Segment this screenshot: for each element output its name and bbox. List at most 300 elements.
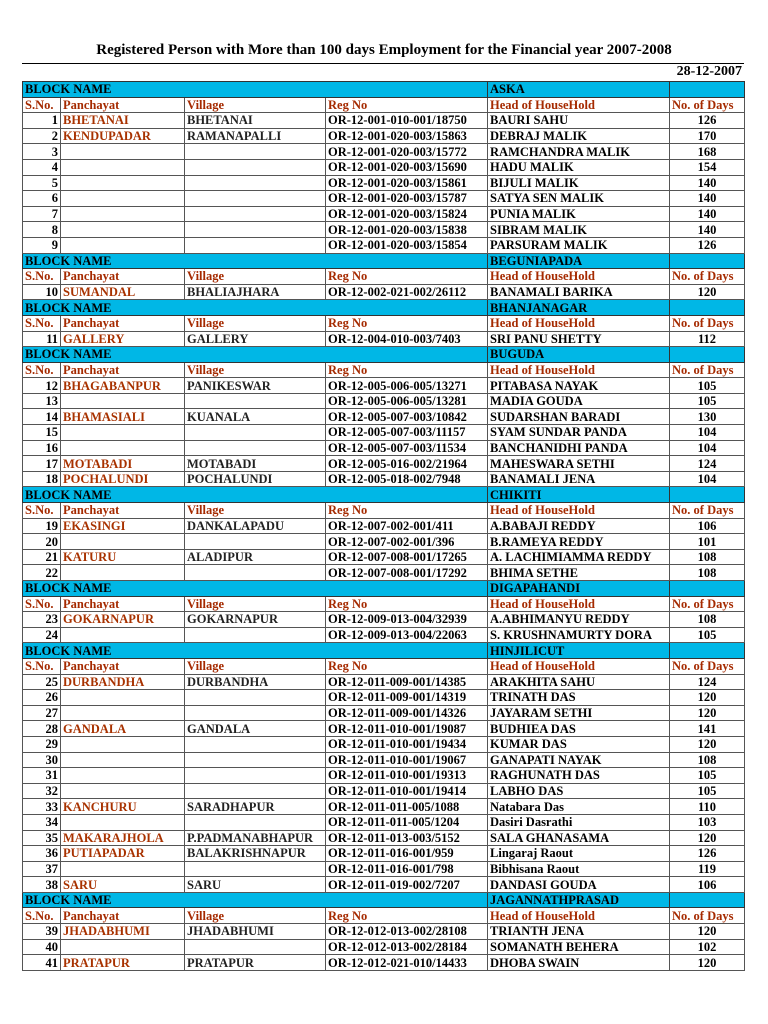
cell-sno: 25 [23,674,61,690]
column-header-reg: Reg No [326,596,488,612]
cell-head: DHOBA SWAIN [488,955,670,971]
cell-reg: OR-12-011-009-001/14385 [326,674,488,690]
block-name: HINJILICUT [488,643,670,659]
cell-reg: OR-12-011-011-005/1204 [326,814,488,830]
cell-sno: 40 [23,939,61,955]
cell-reg: OR-12-007-008-001/17292 [326,565,488,581]
cell-vil: DANKALAPADU [185,518,326,534]
column-header-vil: Village [185,596,326,612]
column-header-reg: Reg No [326,503,488,519]
cell-days: 141 [670,721,745,737]
cell-sno: 21 [23,549,61,565]
cell-sno: 30 [23,752,61,768]
cell-pan [61,393,185,409]
cell-pan [61,939,185,955]
column-header-sno: S.No. [23,269,61,285]
column-header-reg: Reg No [326,97,488,113]
column-header-days: No. of Days [670,362,745,378]
cell-sno: 20 [23,534,61,550]
cell-sno: 28 [23,721,61,737]
cell-sno: 7 [23,206,61,222]
cell-vil: SARADHAPUR [185,799,326,815]
cell-head: GANAPATI NAYAK [488,752,670,768]
column-header-pan: Panchayat [61,908,185,924]
table-row [23,175,745,191]
column-header-head: Head of HouseHold [488,97,670,113]
block-name-row [23,82,745,98]
column-header-vil: Village [185,658,326,674]
cell-head: JAYARAM SETHI [488,705,670,721]
block-name: JAGANNATHPRASAD [488,892,670,908]
cell-head: MADIA GOUDA [488,393,670,409]
cell-head: RAGHUNATH DAS [488,768,670,784]
cell-days: 108 [670,752,745,768]
table-row [23,690,745,706]
table-row [23,752,745,768]
cell-days: 110 [670,799,745,815]
cell-sno: 19 [23,518,61,534]
cell-vil: BHETANAI [185,113,326,129]
column-header-head: Head of HouseHold [488,596,670,612]
block-blank [670,347,745,363]
block-name: BUGUDA [488,347,670,363]
cell-reg: OR-12-009-013-004/22063 [326,627,488,643]
cell-vil [185,175,326,191]
cell-vil [185,690,326,706]
cell-sno: 13 [23,393,61,409]
cell-head: SIBRAM MALIK [488,222,670,238]
block-label: BLOCK NAME [23,581,488,597]
column-header-sno: S.No. [23,97,61,113]
column-header-days: No. of Days [670,596,745,612]
cell-sno: 23 [23,612,61,628]
cell-vil [185,237,326,253]
cell-days: 104 [670,471,745,487]
cell-reg: OR-12-011-019-002/7207 [326,877,488,893]
column-header-reg: Reg No [326,908,488,924]
cell-pan: BHAGABANPUR [61,378,185,394]
cell-reg: OR-12-011-016-001/798 [326,861,488,877]
cell-head: SALA GHANASAMA [488,830,670,846]
column-header-head: Head of HouseHold [488,503,670,519]
cell-vil: POCHALUNDI [185,471,326,487]
cell-vil [185,768,326,784]
cell-days: 140 [670,175,745,191]
cell-head: Natabara Das [488,799,670,815]
table-row [23,814,745,830]
column-header-head: Head of HouseHold [488,658,670,674]
block-label: BLOCK NAME [23,643,488,659]
table-row [23,440,745,456]
report-date: 28-12-2007 [676,64,742,79]
block-name-row [23,487,745,503]
block-label: BLOCK NAME [23,253,488,269]
cell-vil: KUANALA [185,409,326,425]
column-header-vil: Village [185,269,326,285]
column-header-head: Head of HouseHold [488,315,670,331]
cell-sno: 3 [23,144,61,160]
cell-pan [61,175,185,191]
cell-reg: OR-12-005-007-003/11157 [326,425,488,441]
cell-reg: OR-12-005-006-005/13271 [326,378,488,394]
cell-pan [61,814,185,830]
cell-days: 120 [670,705,745,721]
cell-reg: OR-12-007-008-001/17265 [326,549,488,565]
cell-days: 120 [670,736,745,752]
cell-sno: 5 [23,175,61,191]
cell-sno: 1 [23,113,61,129]
table-row [23,768,745,784]
block-name-row [23,253,745,269]
cell-pan: KANCHURU [61,799,185,815]
cell-days: 102 [670,939,745,955]
cell-pan [61,565,185,581]
cell-vil: P.PADMANABHAPUR [185,830,326,846]
cell-days: 105 [670,627,745,643]
cell-sno: 35 [23,830,61,846]
table-row [23,144,745,160]
column-header-pan: Panchayat [61,596,185,612]
cell-vil: PANIKESWAR [185,378,326,394]
header-row [23,503,745,519]
cell-head: A. LACHIMIAMMA REDDY [488,549,670,565]
cell-reg: OR-12-012-013-002/28108 [326,924,488,940]
cell-vil [185,440,326,456]
cell-vil [185,783,326,799]
header-row [23,362,745,378]
column-header-vil: Village [185,362,326,378]
cell-sno: 36 [23,846,61,862]
column-header-pan: Panchayat [61,315,185,331]
block-name-row [23,892,745,908]
table-row [23,861,745,877]
column-header-days: No. of Days [670,658,745,674]
cell-head: Bibhisana Raout [488,861,670,877]
table-body [23,82,745,971]
cell-days: 168 [670,144,745,160]
cell-reg: OR-12-001-020-003/15854 [326,237,488,253]
cell-vil [185,736,326,752]
cell-head: PARSURAM MALIK [488,237,670,253]
cell-pan: MAKARAJHOLA [61,830,185,846]
cell-head: SOMANATH BEHERA [488,939,670,955]
cell-head: BIJULI MALIK [488,175,670,191]
cell-pan: DURBANDHA [61,674,185,690]
cell-pan: GANDALA [61,721,185,737]
cell-head: A.ABHIMANYU REDDY [488,612,670,628]
cell-head: BANAMALI BARIKA [488,284,670,300]
cell-pan [61,440,185,456]
cell-days: 104 [670,425,745,441]
column-header-reg: Reg No [326,658,488,674]
cell-reg: OR-12-011-016-001/959 [326,846,488,862]
cell-reg: OR-12-005-007-003/10842 [326,409,488,425]
column-header-reg: Reg No [326,269,488,285]
cell-reg: OR-12-001-020-003/15838 [326,222,488,238]
table-row [23,736,745,752]
cell-pan: BHETANAI [61,113,185,129]
cell-reg: OR-12-005-016-002/21964 [326,456,488,472]
table-row [23,924,745,940]
cell-head: TRINATH DAS [488,690,670,706]
cell-vil: RAMANAPALLI [185,128,326,144]
cell-reg: OR-12-001-020-003/15863 [326,128,488,144]
block-name-row [23,643,745,659]
column-header-pan: Panchayat [61,269,185,285]
cell-reg: OR-12-011-010-001/19414 [326,783,488,799]
cell-pan: PUTIAPADAR [61,846,185,862]
header-row [23,596,745,612]
block-label: BLOCK NAME [23,892,488,908]
table-row [23,627,745,643]
cell-pan: GALLERY [61,331,185,347]
table-row [23,612,745,628]
cell-sno: 16 [23,440,61,456]
cell-head: TRIANTH JENA [488,924,670,940]
cell-pan [61,237,185,253]
cell-vil [185,159,326,175]
cell-sno: 15 [23,425,61,441]
cell-days: 104 [670,440,745,456]
cell-head: MAHESWARA SETHI [488,456,670,472]
table-row [23,846,745,862]
cell-sno: 2 [23,128,61,144]
cell-vil: GANDALA [185,721,326,737]
cell-sno: 41 [23,955,61,971]
column-header-sno: S.No. [23,315,61,331]
cell-reg: OR-12-001-020-003/15690 [326,159,488,175]
cell-reg: OR-12-001-020-003/15824 [326,206,488,222]
cell-pan: PRATAPUR [61,955,185,971]
cell-head: BHIMA SETHE [488,565,670,581]
column-header-vil: Village [185,503,326,519]
cell-days: 119 [670,861,745,877]
cell-sno: 39 [23,924,61,940]
cell-vil: GOKARNAPUR [185,612,326,628]
cell-vil [185,144,326,160]
table-row [23,783,745,799]
cell-vil: DURBANDHA [185,674,326,690]
table-row [23,159,745,175]
column-header-vil: Village [185,908,326,924]
table-row [23,393,745,409]
table-row [23,456,745,472]
column-header-pan: Panchayat [61,658,185,674]
cell-vil [185,191,326,207]
column-header-head: Head of HouseHold [488,908,670,924]
cell-vil [185,752,326,768]
cell-head: PITABASA NAYAK [488,378,670,394]
cell-sno: 32 [23,783,61,799]
cell-days: 120 [670,284,745,300]
cell-head: LABHO DAS [488,783,670,799]
cell-pan: EKASINGI [61,518,185,534]
table-row [23,331,745,347]
cell-sno: 9 [23,237,61,253]
block-name-row [23,347,745,363]
cell-reg: OR-12-001-020-003/15787 [326,191,488,207]
cell-sno: 37 [23,861,61,877]
table-row [23,721,745,737]
cell-sno: 6 [23,191,61,207]
cell-reg: OR-12-001-020-003/15772 [326,144,488,160]
cell-days: 108 [670,565,745,581]
cell-pan [61,159,185,175]
table-row [23,191,745,207]
column-header-head: Head of HouseHold [488,362,670,378]
cell-head: SUDARSHAN BARADI [488,409,670,425]
block-label: BLOCK NAME [23,347,488,363]
cell-pan [61,425,185,441]
cell-vil: BALAKRISHNAPUR [185,846,326,862]
block-name: ASKA [488,82,670,98]
cell-days: 120 [670,690,745,706]
cell-pan: JHADABHUMI [61,924,185,940]
cell-days: 124 [670,456,745,472]
cell-sno: 31 [23,768,61,784]
cell-pan: MOTABADI [61,456,185,472]
cell-reg: OR-12-002-021-002/26112 [326,284,488,300]
cell-sno: 29 [23,736,61,752]
column-header-sno: S.No. [23,362,61,378]
header-row [23,97,745,113]
cell-head: ARAKHITA SAHU [488,674,670,690]
cell-reg: OR-12-009-013-004/32939 [326,612,488,628]
cell-days: 106 [670,877,745,893]
cell-head: BAURI SAHU [488,113,670,129]
cell-sno: 24 [23,627,61,643]
cell-vil: PRATAPUR [185,955,326,971]
table-row [23,799,745,815]
cell-pan: GOKARNAPUR [61,612,185,628]
cell-sno: 22 [23,565,61,581]
cell-sno: 12 [23,378,61,394]
table-row [23,674,745,690]
column-header-head: Head of HouseHold [488,269,670,285]
cell-vil: GALLERY [185,331,326,347]
cell-days: 154 [670,159,745,175]
cell-pan: POCHALUNDI [61,471,185,487]
cell-days: 140 [670,191,745,207]
table-row [23,113,745,129]
table-row [23,534,745,550]
cell-days: 170 [670,128,745,144]
table-row [23,206,745,222]
cell-reg: OR-12-011-013-003/5152 [326,830,488,846]
column-header-sno: S.No. [23,503,61,519]
cell-pan: SUMANDAL [61,284,185,300]
table-row [23,705,745,721]
cell-head: A.BABAJI REDDY [488,518,670,534]
table-row [23,378,745,394]
cell-days: 105 [670,378,745,394]
cell-head: RAMCHANDRA MALIK [488,144,670,160]
block-blank [670,581,745,597]
cell-reg: OR-12-001-010-001/18750 [326,113,488,129]
cell-days: 126 [670,237,745,253]
block-name: BEGUNIAPADA [488,253,670,269]
cell-pan [61,736,185,752]
cell-sno: 10 [23,284,61,300]
cell-vil [185,814,326,830]
column-header-days: No. of Days [670,315,745,331]
table-row [23,565,745,581]
cell-days: 106 [670,518,745,534]
block-blank [670,892,745,908]
cell-head: BANCHANIDHI PANDA [488,440,670,456]
column-header-sno: S.No. [23,596,61,612]
cell-head: BANAMALI JENA [488,471,670,487]
cell-head: SRI PANU SHETTY [488,331,670,347]
cell-reg: OR-12-012-021-010/14433 [326,955,488,971]
cell-sno: 8 [23,222,61,238]
cell-sno: 33 [23,799,61,815]
block-blank [670,82,745,98]
cell-reg: OR-12-011-010-001/19313 [326,768,488,784]
cell-reg: OR-12-011-009-001/14326 [326,705,488,721]
table-row [23,877,745,893]
cell-head: Dasiri Dasrathi [488,814,670,830]
cell-days: 105 [670,768,745,784]
cell-pan [61,144,185,160]
cell-pan: KENDUPADAR [61,128,185,144]
table-row [23,409,745,425]
column-header-days: No. of Days [670,269,745,285]
cell-sno: 34 [23,814,61,830]
cell-days: 103 [670,814,745,830]
table-row [23,939,745,955]
cell-vil [185,565,326,581]
cell-pan: SARU [61,877,185,893]
cell-reg: OR-12-005-006-005/13281 [326,393,488,409]
column-header-vil: Village [185,97,326,113]
column-header-pan: Panchayat [61,362,185,378]
cell-days: 140 [670,206,745,222]
cell-reg: OR-12-007-002-001/411 [326,518,488,534]
header-row [23,658,745,674]
cell-days: 120 [670,830,745,846]
cell-days: 130 [670,409,745,425]
cell-reg: OR-12-011-010-001/19087 [326,721,488,737]
cell-head: KUMAR DAS [488,736,670,752]
table-row [23,549,745,565]
column-header-pan: Panchayat [61,503,185,519]
table-row [23,222,745,238]
cell-pan [61,861,185,877]
cell-sno: 27 [23,705,61,721]
column-header-vil: Village [185,315,326,331]
cell-pan: BHAMASIALI [61,409,185,425]
column-header-reg: Reg No [326,315,488,331]
cell-head: SATYA SEN MALIK [488,191,670,207]
cell-head: B.RAMEYA REDDY [488,534,670,550]
cell-head: BUDHIEA DAS [488,721,670,737]
cell-reg: OR-12-007-002-001/396 [326,534,488,550]
column-header-days: No. of Days [670,503,745,519]
cell-sno: 26 [23,690,61,706]
cell-days: 105 [670,393,745,409]
block-blank [670,643,745,659]
table-row [23,955,745,971]
block-blank [670,300,745,316]
cell-pan [61,705,185,721]
table-row [23,284,745,300]
cell-reg: OR-12-005-018-002/7948 [326,471,488,487]
cell-sno: 18 [23,471,61,487]
block-blank [670,253,745,269]
cell-reg: OR-12-011-010-001/19067 [326,752,488,768]
cell-vil: MOTABADI [185,456,326,472]
